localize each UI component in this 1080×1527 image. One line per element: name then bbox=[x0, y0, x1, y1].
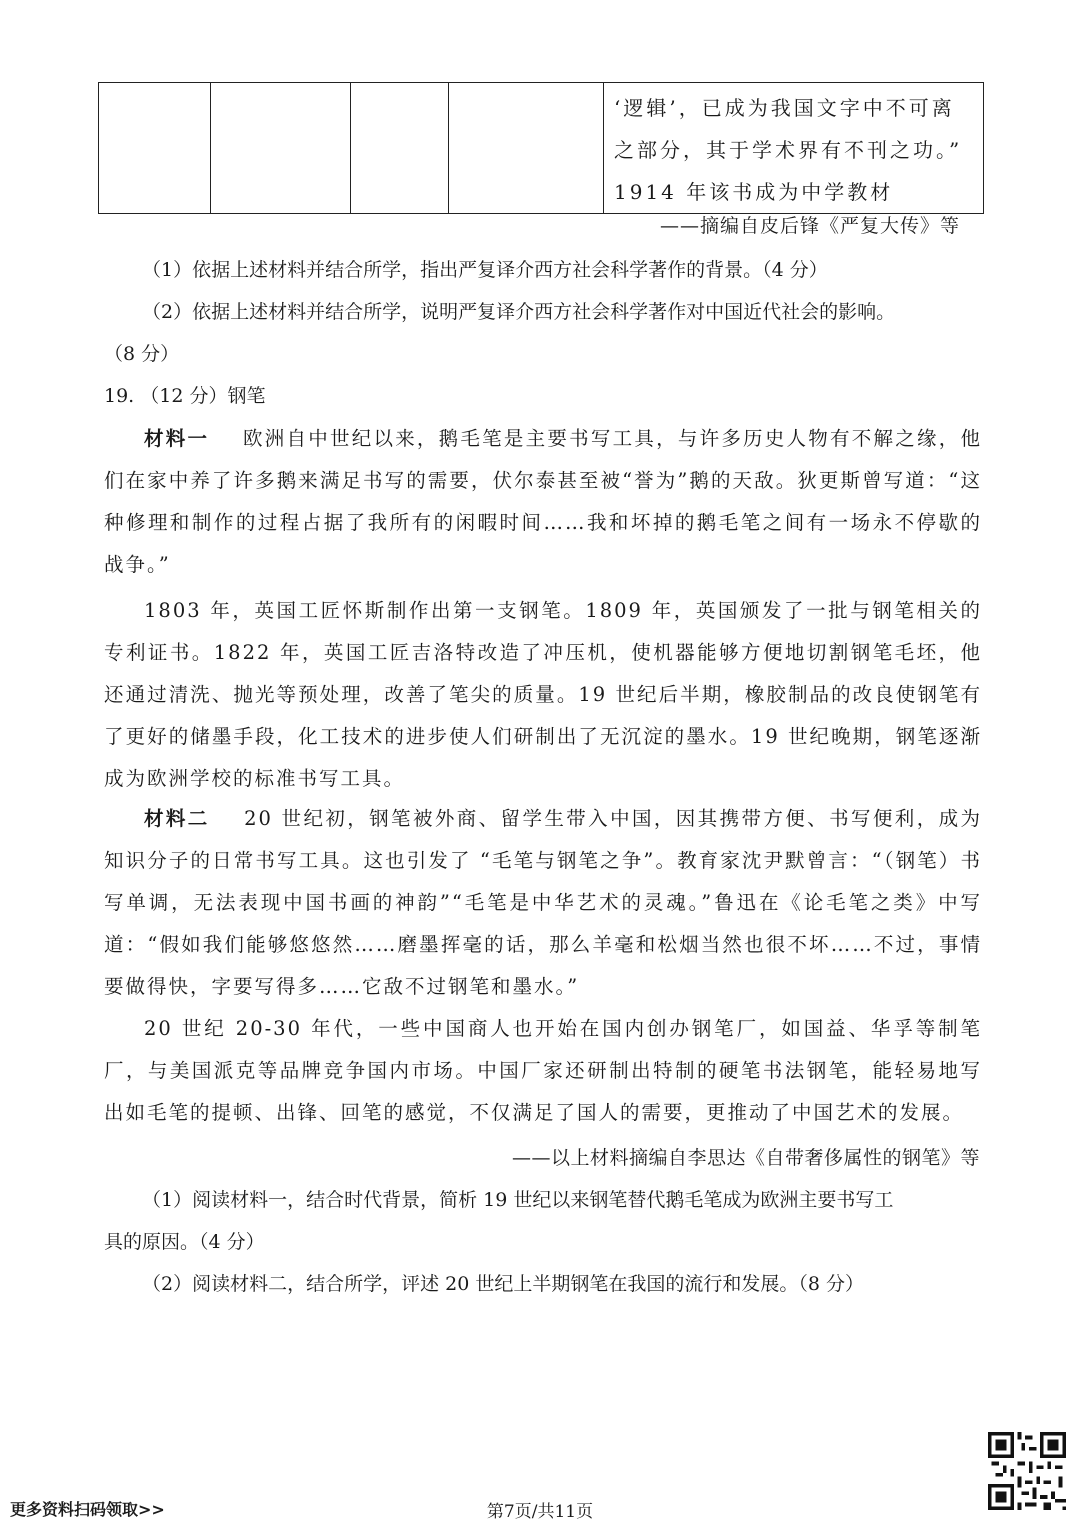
table-cell bbox=[99, 83, 211, 214]
page-number: 第7页/共11页 bbox=[486, 1502, 594, 1522]
material-table bbox=[98, 82, 984, 214]
q19-heading: 19. （12 分）钢笔 bbox=[104, 385, 266, 407]
material2-text2: 20 世纪 20-30 年代，一些中国商人也开始在国内创办钢笔厂，如国益、华孚等制笔厂，与美国派克等品牌竞争国内市场。中国厂家还研制出特制的硬笔书法钢笔，能轻易地写出如毛笔的提顿、出锋、回笔的感觉，不仅满足了国人的需要，更推动了中国艺术的发展。 bbox=[104, 1017, 982, 1124]
table-cell bbox=[211, 83, 351, 214]
material2-para2 bbox=[104, 1008, 982, 1134]
material2-text: 20 世纪初，钢笔被外商、留学生带入中国，因其携带方便、书写便利，成为知识分子的日常书写工具。这也引发了 “毛笔与钢笔之争”。教育家沈尹默曾言：“（钢笔）书写单调，无法表现中国书画的神韵”“毛笔是中华艺术的灵魂。”鲁迅在《论毛笔之类》中写道：“假如我们能够悠悠然……磨墨挥毫的话，那么羊毫和松烟当然也很不坏……不过，事情要做得快，字要写得多……它敌不过钢笔和墨水。” bbox=[104, 807, 982, 998]
q18-sub1: （1）依据上述材料并结合所学，指出严复译介西方社会科学著作的背景。（4 分） bbox=[142, 259, 828, 281]
source-citation-2: ——以上材料摘编自李思达《自带奢侈属性的钢笔》等 bbox=[511, 1147, 980, 1169]
table-cell bbox=[351, 83, 449, 214]
material1-text: 欧洲自中世纪以来，鹅毛笔是主要书写工具，与许多历史人物有不解之缘，他们在家中养了许多鹅来满足书写的需要，伏尔泰甚至被“誉为”鹅的天敌。狄更斯曾写道：“这种修理和制作的过程占据了我所有的闲暇时间……我和坏掉的鹅毛笔之间有一场永不停歇的战争。” bbox=[104, 427, 982, 576]
table-cell-text bbox=[604, 83, 984, 214]
q18-sub2-cont: （8 分） bbox=[104, 343, 180, 365]
table-line: 1914 年该书成为中学教材 bbox=[614, 180, 894, 204]
material2-para1 bbox=[104, 798, 982, 1008]
source-citation-1: ——摘编自皮后锋《严复大传》等 bbox=[659, 215, 960, 237]
material2-label: 材料二 bbox=[144, 807, 210, 830]
q18-sub2: （2）依据上述材料并结合所学，说明严复译介西方社会科学著作对中国近代社会的影响。 bbox=[142, 301, 896, 323]
q19-sub2: （2）阅读材料二，结合所学，评述 20 世纪上半期钢笔在我国的流行和发展。（8 分） bbox=[142, 1273, 864, 1295]
material1-para2 bbox=[104, 590, 982, 800]
q19-sub1: （1）阅读材料一，结合时代背景，简析 19 世纪以来钢笔替代鹅毛笔成为欧洲主要书写工 bbox=[142, 1189, 894, 1211]
q19-sub1-cont: 具的原因。（4 分） bbox=[104, 1231, 265, 1253]
material1-para1 bbox=[104, 418, 982, 586]
footer-promo: 更多资料扫码领取>> bbox=[10, 1500, 165, 1519]
table-cell bbox=[449, 83, 604, 214]
table-line: ‘逻辑’，已成为我国文字中不可离 bbox=[614, 96, 955, 120]
material1-text2: 1803 年，英国工匠怀斯制作出第一支钢笔。1809 年，英国颁发了一批与钢笔相关的专利证书。1822 年，英国工匠吉洛特改造了冲压机，使机器能够方便地切割钢笔毛坯，他还通过清洗、抛光等预处理，改善了笔尖的质量。19 世纪后半期，橡胶制品的改良使钢笔有了更好的储墨手段，化工技术的进步使人们研制出了无沉淀的墨水。19 世纪晚期，钢笔逐渐成为欧洲学校的标准书写工具。 bbox=[104, 599, 982, 790]
table-line: 之部分，其于学术界有不刊之功。” bbox=[614, 138, 963, 162]
material1-label: 材料一 bbox=[144, 427, 210, 450]
